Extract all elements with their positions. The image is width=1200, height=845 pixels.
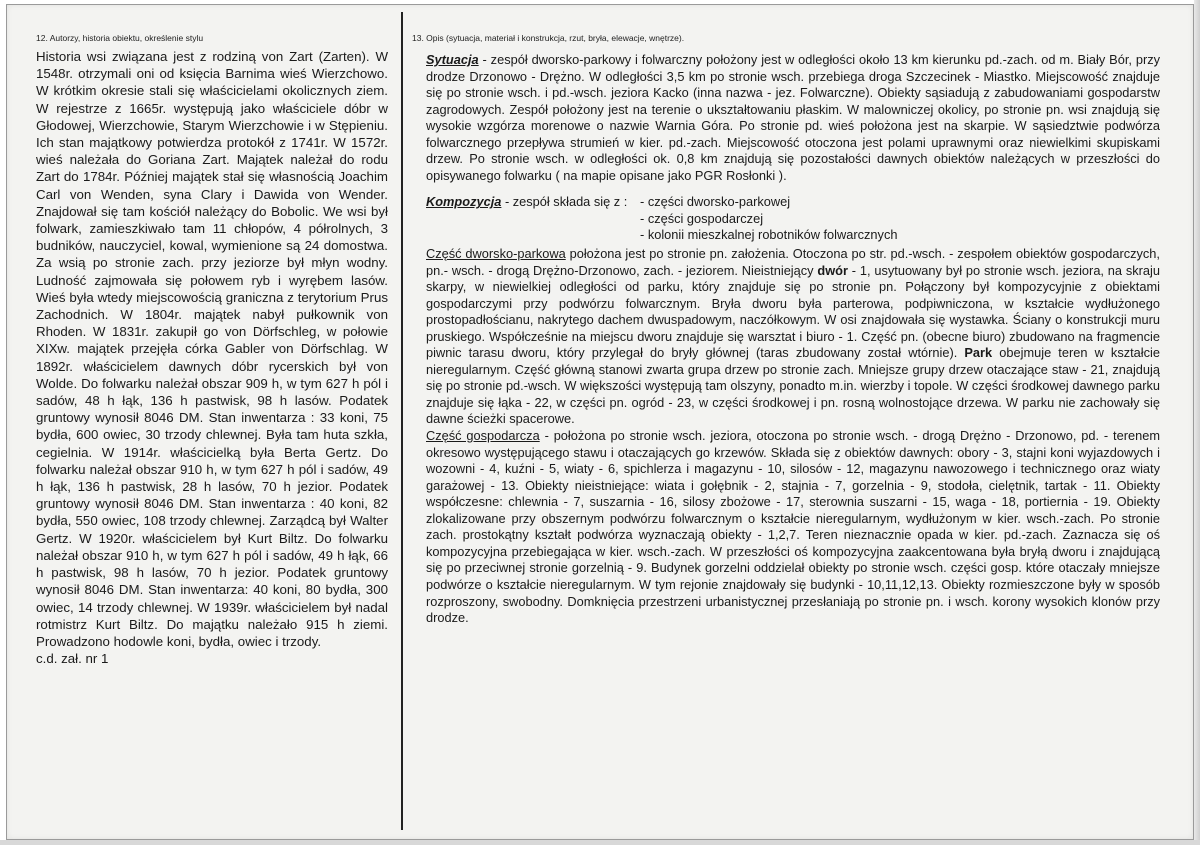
- continuation-note: c.d. zał. nr 1: [36, 651, 109, 667]
- column-divider: [401, 12, 403, 830]
- history-text: Historia wsi związana jest z rodziną von Zart (Zarten). W 1548r. otrzymali oni od księcia Barnima wieś Wierzchowo. W krótkim okresie stali się właścicielami okolicznych ziem. W rejestrze z 1665r. występują jako właściciele dóbr w Głodowej, Wierzchowie, Starym Wierzchowie i w Stępieniu. Ich stan majątkowy potwierdza protokół z 1741r. W 1572r. wieś należała do Goriana Zart. Majątek należał do rodu Zart do 1784r. Później majątek stał się własnością Joachim Carl von Wenden, syna Clary i Dawida von Wender. Znajdował się tam kościół należący do Bobolic. We wsi był folwark, zamieszkiwało tam 11 chłopów, 4 półrolnych, 3 budników, nauczyciel, kowal, wymienione są 24 domostwa. Za wsią po stronie zach. przy jeziorze był młyn wodny. Ludność zajmowała się połowem ryb i wyrębem lasów. Wieś była wtedy miejscowością graniczna z terytorium Prus Zachodnich. W 1804r. majątek nabył pułkownik von Rhoden. W 1831r. zakupił go von Dörfschleg, w połowie XIXw. majątek przejęła córka Gabler von Dörfschlag. W 1892r. właścicielem dawnych dóbr rycerskich był von Wolde. Do folwarku należał obszar 909 h, w tym 627 h pól i sadów, 48 h łąk, 136 h pastwisk, 98 h lasów. Podatek gruntowy wynosił 8046 DM. Stan inwentarza : 33 koni, 75 bydła, 600 owiec, 30 trzody chlewnej. Była tam huta szkła, cegielnia. W 1914r. właścicielką była Berta Gertz. Do folwarku należał obszar 910 h, w tym 627 h pól i sadów, 49 h łąk, 136 h pastwisk, 28 h lasów, 70 h jezior. Podatek gruntowy wynosił 8046 DM. Stan inwentarza : 40 koni, 82 bydła, 550 owiec, 108 trzody chlewnej. Zarządcą był Walter Gertz. W 1920r. właścicielem był Kurt Biltz. Do folwarku należał obszar 910 h, w tym 627 h pól i sadów, 49 h łąk, 66 h pastwisk, 98 h lasów, 70 h jezior. Podatek gruntowy wynosił 8046 DM. Stan inwentarza: 40 koni, 80 bydła, 300 owiec, 14 trzody chlewnej. W 1939r. właścicielem był nadal rotmistrz Kurt Biltz. Do majątku należało 915 h ziemi. Prowadzono hodowle koni, bydła, owiec i trzody.: [36, 49, 388, 649]
- dworsko-text-2: - 1, usytuowany był po stronie wsch. jeziora, na skraju skarpy, w niewielkiej odległości od parku, który znajduje się po stronie pn. Połączony był kompozycyjnie z obiektami gospodarczymi przy podwórzu folwarcznym. Bryła dworu była parterowa, podpiwniczona, w kształcie wydłużonego prostopadłościanu, nakrytego dachem dwuspadowym, naczółkowym. W osi znajdowała się wystawka. Ściany o konstrukcji muru pruskiego. Współcześnie na miejscu dworu znajduje się warsztat i biuro - 1. Część pn. (obecne biuro) zbudowano na fragmencie piwnic tarasu dworu, który przylegał do bryły głównej (taras zbudowany został wtórnie).: [426, 262, 1160, 361]
- section-13-header: 13. Opis (sytuacja, materiał i konstrukcja, rzut, bryła, elewacje, wnętrze).: [412, 33, 685, 43]
- dworsko-text-1: położona jest po stronie pn. założenia. Otoczona po str. pd.-wsch. - zespołem obiektów gospodarczych, pn.- wsch. - drogą Drężno-Drzonowo, zach. - jeziorem. Nieistniejący: [426, 246, 1160, 278]
- kompozycja-lead-text: - zespół składa się z :: [501, 194, 628, 210]
- sytuacja-paragraph: [426, 52, 1160, 184]
- gospodarcza-paragraph: [426, 428, 1160, 627]
- page-edge: [1194, 0, 1200, 845]
- list-item: - części gospodarczej: [640, 210, 764, 226]
- kompozycja-block: [426, 194, 1160, 244]
- gospodarcza-text: - położona po stronie wsch. jeziora, otoczona po stronie wsch. - drogą Drężno - Drzonowo, pd. - terenem okresowo występującego stawu i otaczających go krzewów. Składa się z obiektów dawnych: obory - 3, stajni koni wyjazdowych i wozowni - 4, kuźni - 5, wiaty - 6, spichlerza i magazynu - 10, silosów - 12, magazynu nawozowego i technicznego oraz wiaty garażowej - 13. Obiekty nieistniejące: wiata i gołębnik - 2, stajnia - 7, gorzelnia - 9, stodoła, cielętnik, tartak - 11. Obiekty współczesne: chlewnia - 7, suszarnia - 16, silosy zbożowe - 17, sterownia suszarni - 15, waga - 18, portiernia - 19. Obiekty zlokalizowane przy obszernym podwórzu folwarcznym o kształcie nieregularnym, wydłużonym w kier. wsch.-zach. Po stronie zach. prostokątny kształt podwórza wyznaczają obiekty - 1,2,7. Teren nieznacznie opada w kier. pd.-zach. Zaznacza się oś kompozycyjna przebiegająca w kier. wsch.-zach. W przeszłości oś kompozycyjna zaakcentowana była bryłą dworu i znajdującą się po przeciwnej stronie gorzelnią - 9. Budynek gorzelni oddzielał obiekty po stronie wsch. części gosp. które otaczały mniejsze podwórze o kształcie nieregularnym. W tym rejonie znajdowały się budynki - 10,11,12,13. Obiekty rozmieszczone były w sposób rozproszony, swobodny. Domknięcia przestrzeni urbanistycznej przesłaniają po stronie pn. i wsch. korony wysokich klonów przy drodze.: [426, 428, 1160, 626]
- kompozycja-list: [640, 194, 1160, 244]
- dwor-term: dwór: [817, 262, 848, 278]
- dworsko-paragraph: [426, 246, 1160, 428]
- dworsko-text-3: obejmuje teren w kształcie nieregularnym. Część główną stanowi zwarta grupa drzew po stronie zach. Mniejsze grupy drzew otaczające staw - 21, znajdują się po stronie pd.-wsch. W większości występują tam olszyny, ponadto m.in. wierzby i topole. W części środkowej dawnego parku znajduje się łąka - 22, w części pn. ogród - 23, w części środkowej i pn. rosną wolnostojące drzewa. W parku nie zachowały się dawne ścieżki spacerowe.: [426, 345, 1160, 427]
- section-12-header: 12. Autorzy, historia obiektu, określenie stylu: [36, 33, 204, 43]
- history-column: [36, 48, 388, 667]
- list-item: - kolonii mieszkalnej robotników folwarcznych: [640, 227, 898, 243]
- park-term: Park: [964, 345, 993, 361]
- sytuacja-heading: Sytuacja: [426, 52, 479, 67]
- gospodarcza-heading: Część gospodarcza: [426, 428, 540, 444]
- description-column: [426, 52, 1160, 627]
- sytuacja-text: - zespół dworsko-parkowy i folwarczny położony jest w odległości około 13 km kierunku pd.-zach. od m. Biały Bór, przy drodze Drzonowo - Drężno. W odległości 3,5 km po stronie wsch. przebiega droga Szczecinek - Miastko. Miejscowość znajduje się po stronie wsch. i pd.-wsch. jeziora Kacko (inna nazwa - jez. Folwarczne). Obiekty sąsiadują z zabudowaniami gospodarstw zagrodowych. Zespół położony jest na terenie o ukształtowaniu płaskim. W malowniczej okolicy, po stronie pn. wsi znajdują się wysokie wzgórza morenowe o nazwie Warnia Góra. Po stronie pd. wieś położona jest na skarpie. W sąsiedztwie podwórza folwarcznego przepływa strumień w kier. pd.-zach. Miejscowość otoczona jest polami uprawnymi oraz niewielkimi skupiskami drzew. Po stronie wsch. w odległości ok. 0,8 km znajdują się pozostałości dawnych obiektów należących w przeszłości do opisywanego folwarku ( na mapie opisane jako PGR Rosłonki ).: [426, 52, 1160, 183]
- kompozycja-heading: Kompozycja: [426, 194, 502, 210]
- dworsko-heading: Część dworsko-parkowa: [426, 246, 566, 262]
- page-edge-bottom: [0, 840, 1200, 845]
- list-item: - części dworsko-parkowej: [640, 194, 791, 210]
- kompozycja-lead: [426, 194, 640, 244]
